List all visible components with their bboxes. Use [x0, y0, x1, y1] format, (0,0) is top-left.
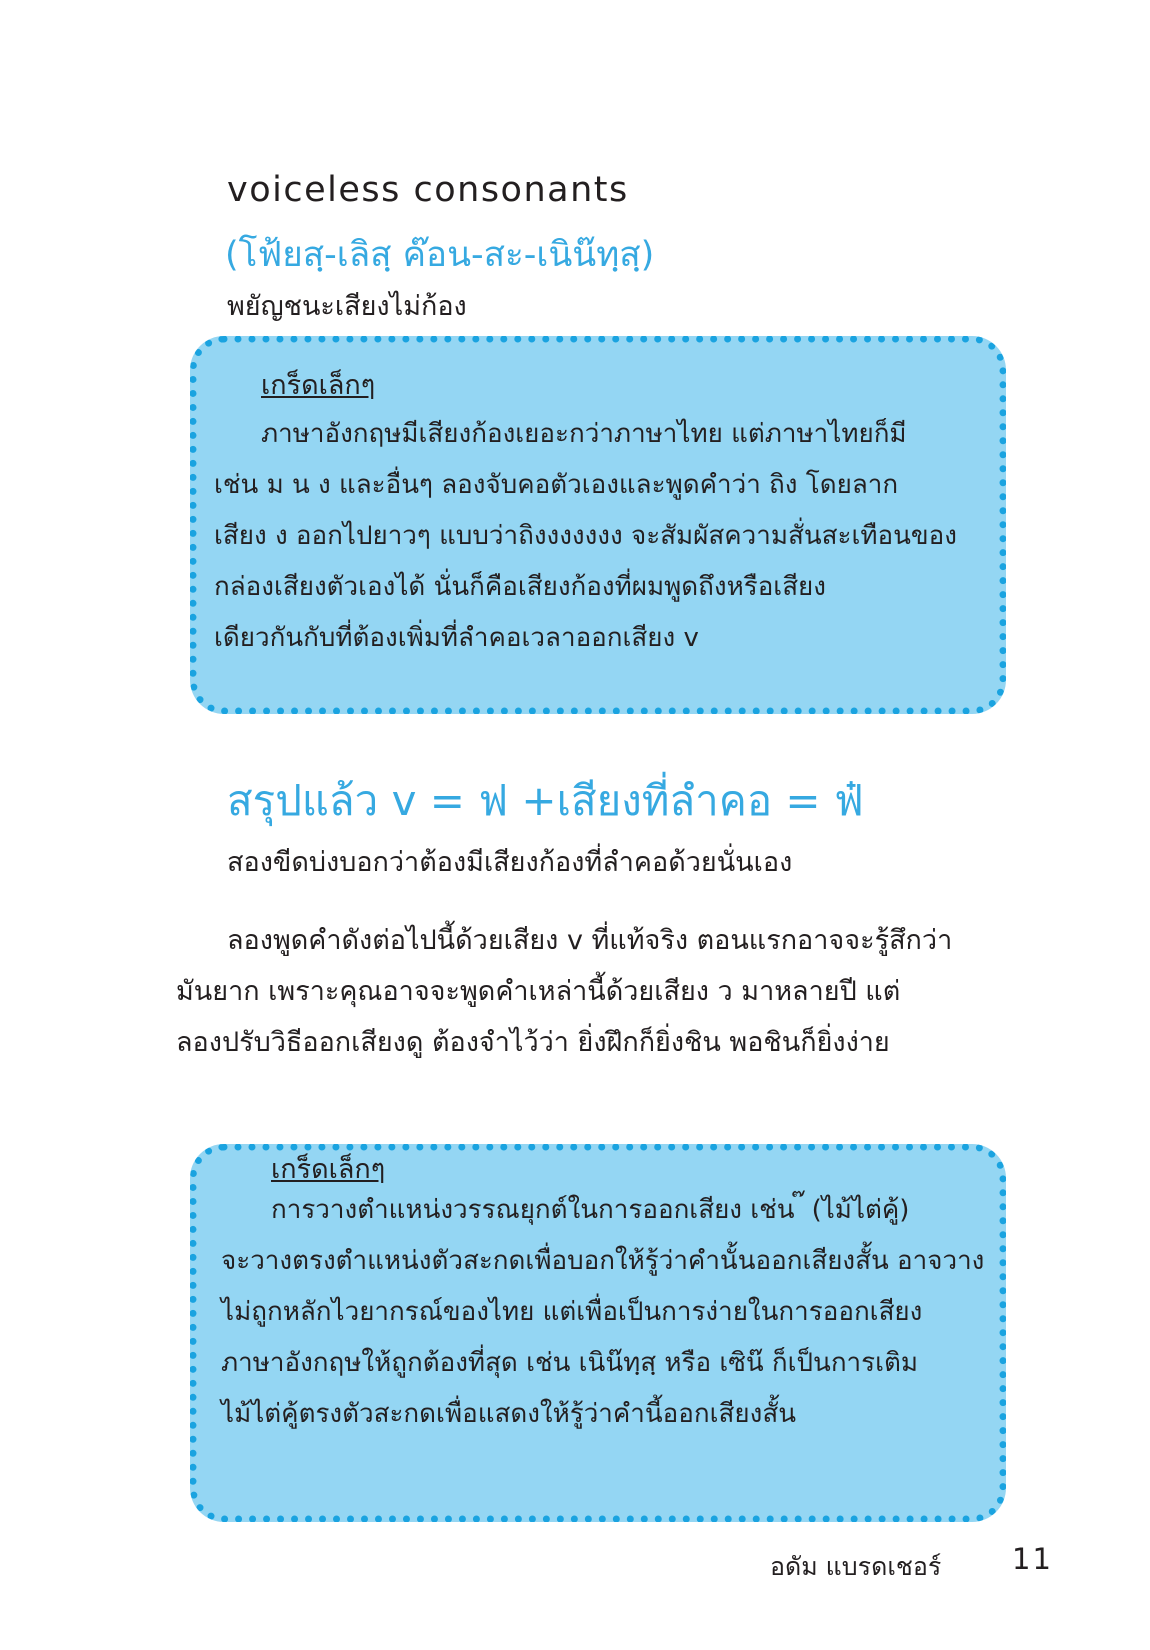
- body-paragraph-line: มันยาก เพราะคุณอาจจะพูดคำเหล่านี้ด้วยเสียง ว มาหลายปี แต่: [176, 976, 901, 1007]
- tip-box-1: [190, 336, 1006, 714]
- tip-line: ไม้ไต่คู้ตรงตัวสะกดเพื่อแสดงให้รู้ว่าคำนี้ออกเสียงสั้น: [221, 1399, 796, 1429]
- tip-title: เกร็ดเล็กๆ: [271, 1154, 386, 1185]
- body-paragraph-line: ลองพูดคำดังต่อไปนี้ด้วยเสียง v ที่แท้จริง ตอนแรกอาจจะรู้สึกว่า: [227, 925, 953, 956]
- tip-line: เดียวกันกับที่ต้องเพิ่มที่ลำคอเวลาออกเสียง v: [214, 623, 699, 653]
- tip-line: เสียง ง ออกไปยาวๆ แบบว่าถิงงงงงงง จะสัมผัสความสั่นสะเทือนของ: [214, 521, 957, 551]
- tip-box-2: [190, 1144, 1006, 1522]
- tip-line: จะวางตรงตำแหน่งตัวสะกดเพื่อบอกให้รู้ว่าคำนั้นออกเสียงสั้น อาจวาง: [221, 1246, 985, 1276]
- tip-line: เช่น ม น ง และอื่นๆ ลองจับคอตัวเองและพูดคำว่า ถิง โดยลาก: [214, 470, 899, 500]
- page-number: 11: [1012, 1542, 1053, 1576]
- tip-line: การวางตำแหน่งวรรณยุกต์ในการออกเสียง เช่น ๊ (ไม้ไต่คู้): [271, 1195, 910, 1225]
- summary-formula: สรุปแล้ว v = ฟ +เสียงที่ลำคอ = ฟ๋: [227, 776, 864, 825]
- tip-line: กล่องเสียงตัวเองได้ นั่นก็คือเสียงก้องที่ผมพูดถึงหรือเสียง: [214, 572, 826, 602]
- footer-author: อดัม แบรดเชอร์: [770, 1552, 942, 1581]
- tip-line: ไม่ถูกหลักไวยากรณ์ของไทย แต่เพื่อเป็นการง่ายในการออกเสียง: [221, 1297, 923, 1327]
- heading-english: voiceless consonants: [227, 170, 629, 210]
- body-paragraph-line: ลองปรับวิธีออกเสียงดู ต้องจำไว้ว่า ยิ่งฝึกก็ยิ่งชิน พอชินก็ยิ่งง่าย: [176, 1027, 890, 1058]
- heading-thai-pronunciation: (โฟ้ยสฺ-เลิสฺ ค๊อน-สะ-เนิน๊ทฺสฺ): [225, 235, 655, 275]
- tip-line: ภาษาอังกฤษให้ถูกต้องที่สุด เช่น เนิน๊ทฺสฺ หรือ เซิน๊ ก็เป็นการเติม: [221, 1348, 919, 1378]
- heading-subtitle: พยัญชนะเสียงไม่ก้อง: [227, 291, 467, 322]
- summary-explanation: สองขีดบ่งบอกว่าต้องมีเสียงก้องที่ลำคอด้วยนั่นเอง: [227, 847, 793, 878]
- tip-title: เกร็ดเล็กๆ: [261, 370, 376, 401]
- tip-line: ภาษาอังกฤษมีเสียงก้องเยอะกว่าภาษาไทย แต่ภาษาไทยก็มี: [261, 419, 907, 449]
